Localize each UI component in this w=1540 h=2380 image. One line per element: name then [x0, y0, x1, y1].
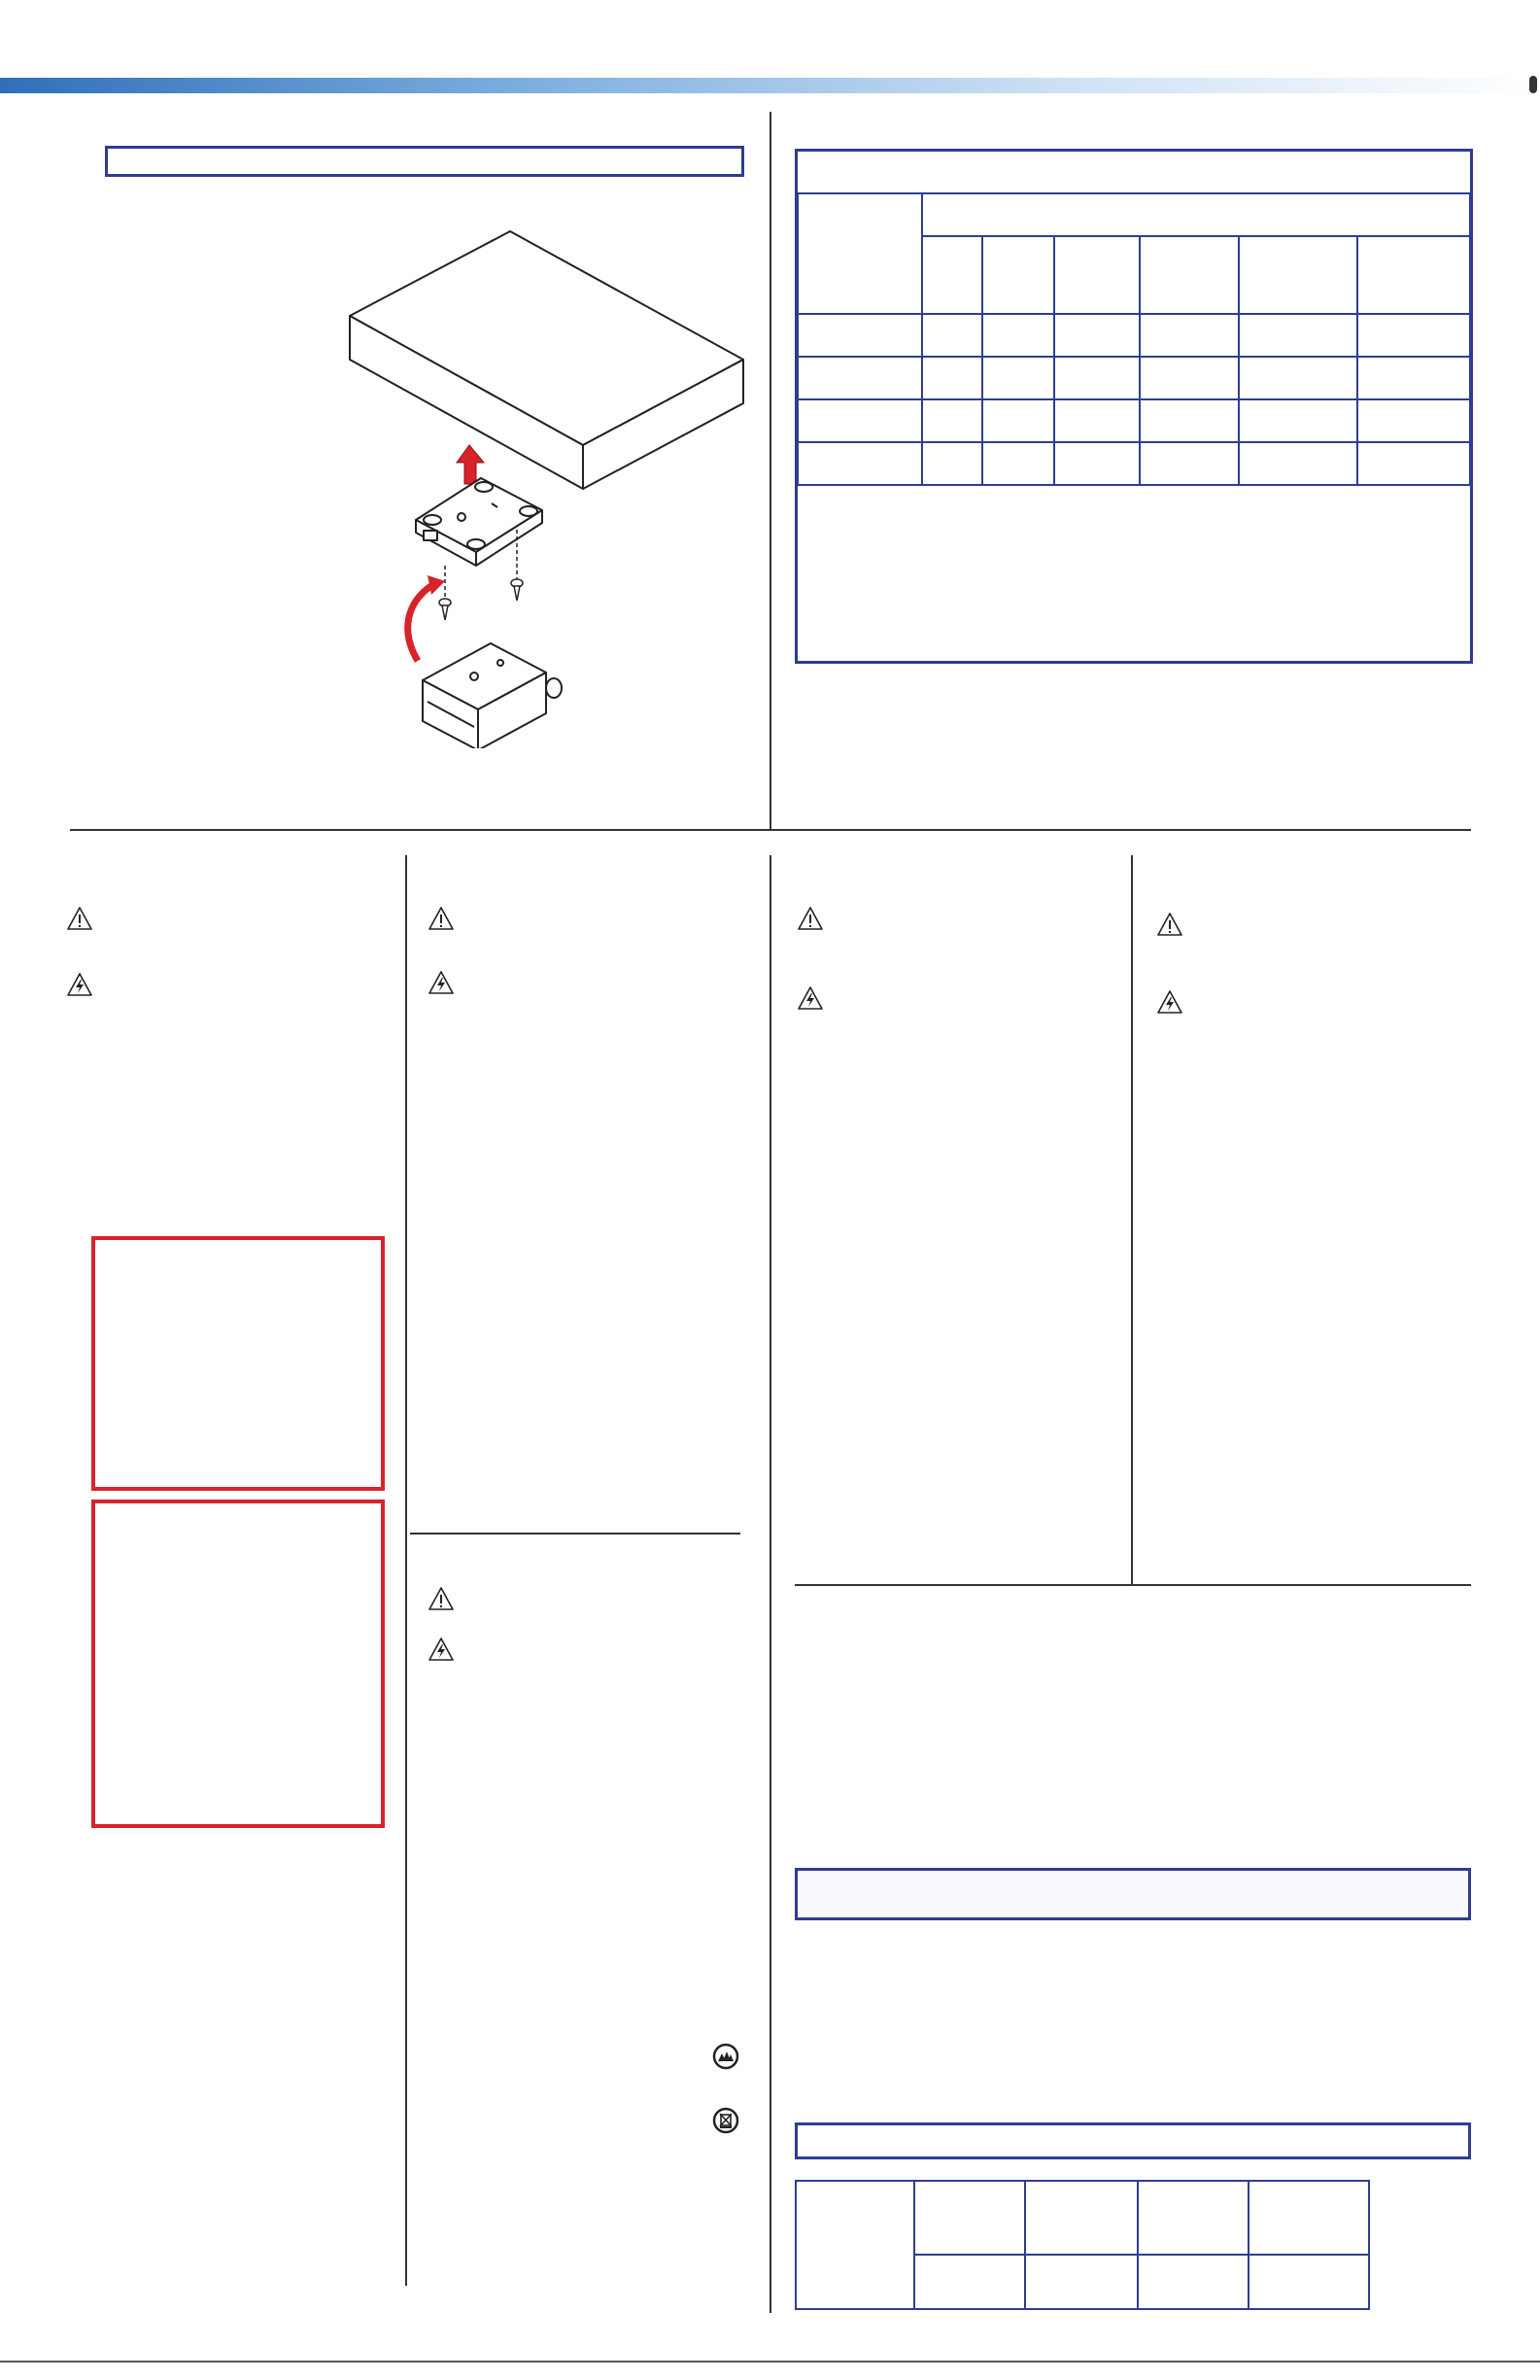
device-unit: [423, 643, 562, 748]
table-row-header: [796, 2181, 914, 2309]
environment-icon: [712, 2043, 739, 2070]
table-cell: [1249, 2181, 1369, 2255]
table-group-header: [922, 193, 1470, 236]
electrical-hazard-icon: [1156, 989, 1183, 1015]
header-gradient-bar: [0, 78, 1540, 93]
mounting-bracket: [416, 478, 542, 566]
specifications-table: [797, 192, 1471, 486]
table-row: [798, 399, 1470, 442]
electrical-hazard-icon: [428, 970, 455, 995]
host-enclosure: [350, 231, 743, 489]
column-2-rule: [410, 1533, 740, 1535]
electrical-hazard-icon: [797, 985, 824, 1011]
table-col-header: [1054, 236, 1140, 314]
column-divider-1: [405, 855, 407, 2286]
recycle-icon: [712, 2107, 739, 2134]
table-col-header: [1239, 236, 1357, 314]
section-heading-bar: [105, 146, 744, 177]
corner-mark: [1529, 76, 1537, 93]
column-divider-top: [770, 112, 771, 831]
column-divider-3: [1131, 855, 1133, 1584]
table-col-header: [982, 236, 1054, 314]
footer-rule: [0, 2361, 1540, 2363]
heading-bar-2: [795, 1868, 1471, 1920]
warning-box-1: [91, 1236, 385, 1491]
warning-box-2: [91, 1500, 385, 1828]
caution-icon: [428, 906, 455, 931]
curved-arrow-icon: [408, 575, 445, 661]
table-row: [798, 442, 1470, 485]
column-3-4-rule: [795, 1584, 1471, 1586]
table-col-header: [922, 236, 982, 314]
installation-diagram: [330, 224, 758, 748]
table-cell: [1138, 2181, 1249, 2255]
caution-icon: [797, 906, 824, 931]
table-col-header: [1357, 236, 1470, 314]
caution-icon: [428, 1586, 455, 1611]
caution-icon: [1156, 912, 1183, 937]
electrical-hazard-icon: [428, 1637, 455, 1662]
table-corner-cell: [798, 193, 922, 314]
column-divider-2: [770, 855, 771, 2313]
table-cell: [1025, 2181, 1138, 2255]
table-col-header: [1140, 236, 1239, 314]
section-divider: [70, 829, 1471, 831]
table-row: [798, 357, 1470, 399]
heading-bar-3: [795, 2122, 1471, 2159]
caution-icon: [66, 906, 93, 931]
bottom-table: [795, 2180, 1370, 2310]
table-row: [798, 314, 1470, 357]
table-cell: [914, 2181, 1025, 2255]
electrical-hazard-icon: [66, 972, 93, 997]
